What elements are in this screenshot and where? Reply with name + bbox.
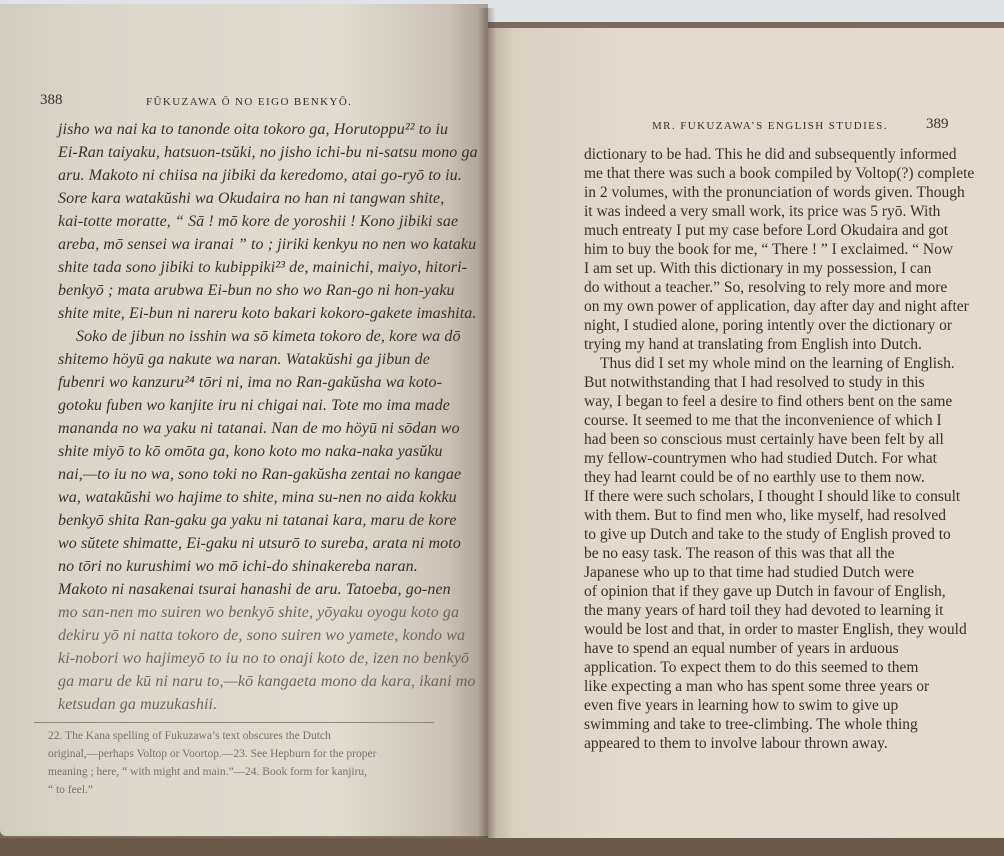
right-text-line: way, I began to feel a desire to find others bent on the same [584,393,953,410]
left-text-line: shitemo höyū ga nakute wa naran. Watakŭshi ga jibun de [58,351,430,368]
right-text-line: dictionary to be had. This he did and subsequently informed [584,146,957,163]
right-text-line: much entreaty I put my case before Lord Okudaira and got [584,222,949,239]
left-text-line: fubenri wo kanzuru²⁴ tōri ni, ima no Ran-gakŭsha wa koto- [58,374,443,391]
left-text-line: shite tada sono jibiki to kubippiki²³ de, mainichi, maiyo, hitori- [58,259,468,276]
left-text-line: ketsudan ga muzukashii. [58,696,218,713]
right-text-line: have to spend an equal number of years in arduous [584,640,899,657]
right-text-line: Japanese who up to that time had studied Dutch were [584,564,915,581]
left-text-line: benkyō ; mata arubwa Ei-bun no sho wo Ran-go ni hon-yaku [58,282,455,299]
right-text-line: on my own power of application, day after day and night after [584,298,969,315]
right-text-line: it was indeed a very small work, its price was 5 ryō. With [584,203,941,220]
right-text-line: me that there was such a book compiled by Voltop(?) complete [584,165,975,182]
right-text-line: trying my hand at translating from English into Dutch. [584,336,922,353]
right-text-line: be no easy task. The reason of this was that all the [584,545,895,562]
left-text-line: dekiru yō ni natta tokoro de, sono suiren wo yamete, kondo wa [58,627,466,644]
right-text-line: If there were such scholars, I thought I should like to consult [584,488,961,505]
book-cover-edge [0,838,1004,856]
left-text-line: shite mite, Ei-bun ni nareru koto bakari kokoro-gakete imashita. [58,305,477,322]
left-running-header: FŪKUZAWA Ō NO EIGO BENKYŌ. [146,96,353,108]
right-text-line: Thus did I set my whole mind on the learning of English. [600,355,955,372]
left-text-line: mananda no wa yaku ni tatanai. Nan de mo höyū ni sōdan wo [58,420,460,437]
footnote-line: “ to feel.” [48,784,94,796]
left-text-line: areba, mō sensei wa iranai ” to ; jiriki kenkyu no nen wo kataku [58,236,477,253]
footnote-line: meaning ; here, “ with might and main.”—24. Book form for kanjiru, [48,766,368,778]
left-text-line: Ei-Ran taiyaku, hatsuon-tsŭki, no jisho ichi-bu ni-satsu mono ga [58,144,478,161]
right-text-line: even five years in learning how to swim to give up [584,697,899,714]
book-gutter [478,8,496,844]
right-text-line: I am set up. With this dictionary in my possession, I can [584,260,932,277]
right-text-line: him to buy the book for me, “ There ! ” I exclaimed. “ Now [584,241,954,258]
right-text-line: appeared to them to involve labour thrown away. [584,735,888,752]
right-text-line: of opinion that if they gave up Dutch in favour of English, [584,583,946,600]
left-text-line: shite miyō to kō omōta ga, kono koto mo naka-naka yasŭku [58,443,443,460]
footnote-line: 22. The Kana spelling of Fukuzawa’s text obscures the Dutch [48,730,331,742]
right-text-line: had been so conscious must certainly have been felt by all [584,431,944,448]
right-text-line: swimming and take to tree-climbing. The whole thing [584,716,918,733]
left-text-line: wo sŭtete shimatte, Ei-gaku ni utsurō to sureba, arata ni moto [58,535,461,552]
right-text-line: But notwithstanding that I had resolved to study in this [584,374,925,391]
left-text-line: mo san-nen mo suiren wo benkyō shite, yōyaku oyogu koto ga [58,604,460,621]
right-text-line: like expecting a man who has spent some three years or [584,678,930,695]
right-text-line: to give up Dutch and take to the study of English proved to [584,526,951,543]
right-text-line: do without a teacher.” So, resolving to rely more and more [584,279,948,296]
left-text-line: no tōri no kurushimi wo mō ichi-do shinakereba naran. [58,558,418,575]
right-text-line: they had learnt could be of no earthly use to them now. [584,469,925,486]
left-text-line: aru. Makoto ni chiisa na jibiki da keredomo, atai go-ryō to iu. [58,167,462,184]
left-text-line: nai,—to iu no wa, sono toki no Ran-gakŭsha zentai no kangae [58,466,462,483]
left-page-number: 388 [40,92,63,108]
right-page-number: 389 [926,116,949,132]
left-text-line: gotoku fuben wo kanjite iru ni chigai nai. Tote mo ima made [58,397,450,414]
left-text-line: Sore kara watakŭshi wa Okudaira no han ni tangwan shite, [58,190,445,207]
footnote-line: original,—perhaps Voltop or Voortop.—23. See Hepburn for the proper [48,748,377,760]
right-text-line: the many years of hard toil they had devoted to learning it [584,602,944,619]
left-text-line: ga maru de kū ni naru to,—kō kangaeta mono da kara, ikani mo [58,673,476,690]
left-text-line: jisho wa nai ka to tanonde oita tokoro ga, Horutoppu²² to iu [58,121,449,138]
right-text-line: in 2 volumes, with the pronunciation of words given. Though [584,184,965,201]
left-text-line: kai-totte moratte, “ Sā ! mō kore de yoroshii ! Kono jibiki sae [58,213,459,230]
left-text-line: wa, watakŭshi wo hajime to shite, mina su-nen no aida kokku [58,489,457,506]
left-text-line: ki-nobori wo hajimeyō to iu no to onaji koto de, izen no benkyō [58,650,470,667]
right-running-header: MR. FUKUZAWA’S ENGLISH STUDIES. [652,120,888,132]
right-text-line: with them. But to find men who, like myself, had resolved [584,507,947,524]
right-text-line: night, I studied alone, poring intently over the dictionary or [584,317,953,334]
left-text-line: Makoto ni nasakenai tsurai hanashi de aru. Tatoeba, go-nen [58,581,451,598]
right-text-line: my fellow-countrymen who had studied Dutch. For what [584,450,937,467]
right-text-line: application. To expect them to do this seemed to them [584,659,919,676]
footnote-rule [34,722,434,723]
right-text-line: course. It seemed to me that the inconvenience of which I [584,412,942,429]
right-text-line: would be lost and that, in order to master English, they would [584,621,967,638]
left-text-line: benkyō shita Ran-gaku ga yaku ni tatanai kara, maru de kore [58,512,457,529]
left-text-line: Soko de jibun no isshin wa sō kimeta tokoro de, kore wa dō [76,328,461,345]
